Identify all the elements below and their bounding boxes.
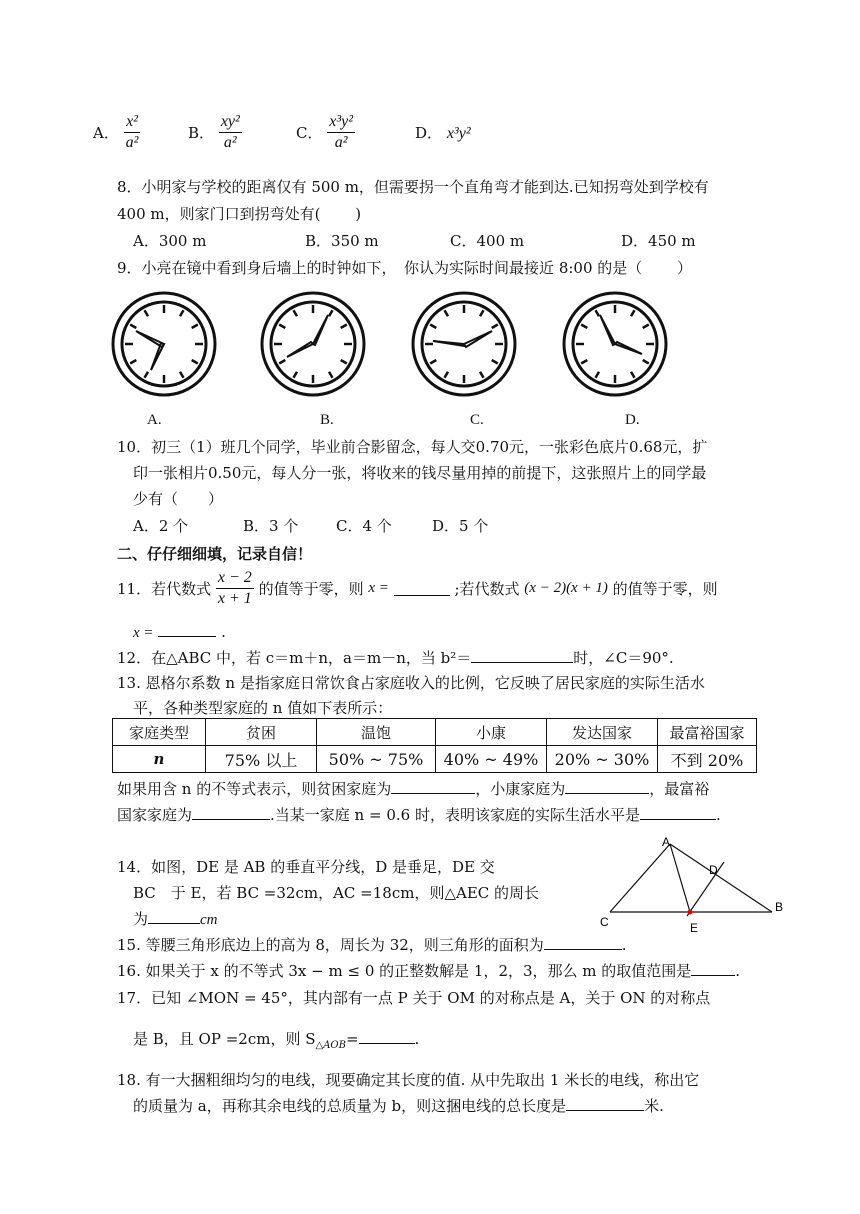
q16-end: . (735, 962, 741, 980)
q12 (117, 647, 674, 668)
label-c: C (600, 915, 609, 929)
q10-option-d: D．5 个 (432, 517, 489, 535)
q11-blank-2 (158, 622, 216, 637)
q16 (117, 960, 740, 981)
q12-text-a: 12．在△ABC 中，若 c＝m＋n，a＝m－n，当 b²＝ (117, 649, 472, 667)
table-row (113, 746, 757, 773)
q11-line-2 (133, 622, 226, 642)
q7-a-den: a² (125, 134, 139, 151)
q17-line2-b: = (345, 1030, 359, 1048)
q7-d-expr: x³y² (446, 125, 471, 142)
q7-option-c-label: C． (296, 124, 323, 142)
table-cell: 小康 (436, 719, 547, 746)
q15-end: . (621, 936, 627, 954)
q11-num: x − 2 (216, 568, 254, 589)
clock-a-label: A. (147, 412, 162, 428)
q17-end: . (414, 1030, 420, 1048)
q13-after1-c: ，最富裕 (649, 780, 710, 798)
segment-ab (670, 844, 772, 912)
q12-text-b: 时，∠C＝90°. (573, 649, 674, 667)
section-2-heading: 二、仔仔细细填，记录自信！ (117, 545, 313, 563)
q7-option-c-fraction (327, 112, 355, 153)
q17-line-1: 17．已知 ∠MON = 45°，其内部有一点 P 关于 OM 的对称点是 A，关于 ON 的对称点 (117, 989, 711, 1007)
q7-b-den: a² (223, 134, 237, 151)
q17-sub: △AOB (315, 1040, 346, 1051)
q13-after-1 (117, 778, 709, 799)
q13-blank-comfort (565, 779, 649, 794)
segment-ac (610, 844, 670, 912)
q14-line-1: 14．如图，DE 是 AB 的垂直平分线，D 是垂足，DE 交 (117, 858, 495, 876)
q14-line3-a: 为 (133, 910, 149, 928)
table-cell: n (113, 746, 206, 773)
q8-option-d: D．450 m (621, 232, 696, 250)
q14-line-2: BC 于 E，若 BC =32cm，AC =18cm，则△AEC 的周长 (133, 884, 540, 902)
q11-expr: (x − 2)(x + 1) (524, 580, 608, 596)
q16-text: 16. 如果关于 x 的不等式 3x − m ≤ 0 的正整数解是 1，2，3，那么 m 的取值范围是 (117, 962, 692, 980)
table-cell: 发达国家 (547, 719, 658, 746)
q7-option-a (93, 112, 140, 153)
q16-blank (691, 961, 735, 976)
q12-blank (471, 648, 573, 663)
label-d: D (709, 863, 718, 877)
q10-line-3: 少有（ ） (133, 490, 224, 508)
triangle-figure (596, 832, 786, 938)
q15 (117, 934, 627, 955)
q15-blank (544, 935, 622, 950)
q17-blank (359, 1029, 415, 1044)
q10-line-1: 10．初三（1）班几个同学，毕业前合影留念，每人交0.70元，一张彩色底片0.68元，扩 (117, 438, 708, 456)
q7-option-b-fraction (219, 112, 242, 153)
label-b: B (775, 900, 784, 914)
q7-option-d-label: D． (415, 124, 443, 142)
q10-option-c: C．4 个 (336, 517, 392, 535)
clock-c-label: C. (470, 412, 484, 428)
q11-x-eq-2: x = (133, 625, 154, 641)
q7-option-d (415, 122, 471, 143)
q11-mid2: ;若代数式 (454, 580, 520, 598)
q13-blank-level (640, 805, 716, 820)
q18-line-2 (133, 1095, 664, 1116)
clock-c-icon (411, 291, 517, 397)
q10-option-b: B．3 个 (243, 517, 299, 535)
q8-line-2: 400 m，则家门口到拐弯处有( ) (117, 205, 362, 223)
table-cell: 家庭类型 (113, 719, 206, 746)
q7-b-num: xy² (219, 112, 242, 133)
label-e: E (690, 921, 699, 935)
q7-option-c (296, 112, 355, 153)
q17-line-2 (133, 1028, 419, 1051)
q13-after2-a: 国家家庭为 (117, 806, 193, 824)
q14-line3-b: cm (200, 912, 218, 928)
q11-x-eq: x = (368, 580, 389, 596)
point-e-marker (688, 910, 693, 915)
table-cell: 50% ~ 75% (317, 746, 436, 773)
q14-line-3 (133, 908, 218, 929)
q7-option-a-label: A． (93, 124, 119, 142)
q13-after-2 (117, 804, 721, 825)
q9-question: 9．小亮在镜中看到身后墙上的时钟如下， 你认为实际时间最接近 8:00 的是（ ） (117, 259, 693, 277)
q11-den: x + 1 (217, 590, 252, 607)
q11-blank-1 (394, 581, 450, 596)
q11-pre: 11．若代数式 (117, 580, 212, 598)
q7-c-den: a² (334, 134, 348, 151)
q8-option-a: A．300 m (133, 232, 207, 250)
q11-fraction (216, 568, 254, 609)
q18-line2-b: 米. (644, 1097, 664, 1115)
table-row (113, 719, 757, 746)
q11-end: . (221, 623, 226, 641)
q10-option-a: A．2 个 (133, 517, 189, 535)
q7-a-num: x² (124, 112, 141, 133)
q13-after1-a: 如果用含 n 的不等式表示，则贫困家庭为 (117, 780, 392, 798)
clock-b-icon (260, 291, 366, 397)
clock-a-icon (111, 291, 217, 397)
table-cell: 75% 以上 (206, 746, 317, 773)
q13-blank-poor (391, 779, 475, 794)
q15-text: 15. 等腰三角形底边上的高为 8，周长为 32，则三角形的面积为 (117, 936, 544, 954)
q13-after2-b: .当某一家庭 n = 0.6 时，表明该家庭的实际生活水平是 (270, 806, 640, 824)
q14-blank (148, 909, 200, 924)
q18-blank (566, 1096, 644, 1111)
q11-mid: 的值等于零，则 (258, 580, 364, 598)
q10-line-2: 印一张相片0.50元，每人分一张，将收来的钱尽量用掉的前提下，这张照片上的同学最 (133, 464, 707, 482)
q13-after1-b: ，小康家庭为 (475, 780, 566, 798)
q8-option-c: C．400 m (450, 232, 525, 250)
table-cell: 贫困 (206, 719, 317, 746)
q8-line-1: 8．小明家与学校的距离仅有 500 m，但需要拐一个直角弯才能到达.已知拐弯处到学校有 (117, 178, 709, 196)
q13-after2-c: . (715, 806, 721, 824)
clock-b-label: B. (320, 412, 334, 428)
q7-c-num: x³y² (327, 112, 355, 133)
clock-d-icon (562, 291, 668, 397)
q8-option-b: B．350 m (305, 232, 379, 250)
label-a: A (662, 835, 671, 849)
q13-blank-rich (192, 805, 270, 820)
q13-line-1: 13. 恩格尔系数 n 是指家庭日常饮食占家庭收入的比例，它反映了居民家庭的实际生活水 (117, 674, 705, 692)
table-cell: 20% ~ 30% (547, 746, 658, 773)
table-cell: 40% ~ 49% (436, 746, 547, 773)
q17-line2-a: 是 B，且 OP =2cm，则 S (133, 1030, 316, 1048)
clock-d-label: D. (625, 412, 640, 428)
q7-option-b-label: B． (188, 124, 215, 142)
table-cell: 最富裕国家 (658, 719, 757, 746)
engel-table (112, 718, 757, 773)
q11-line-1 (117, 568, 718, 609)
segment-ae (670, 844, 690, 912)
q18-line2-a: 的质量为 a，再称其余电线的总质量为 b，则这捆电线的总长度是 (133, 1097, 567, 1115)
q13-line-2: 平，各种类型家庭的 n 值如下表所示： (133, 699, 393, 717)
table-cell: 不到 20% (658, 746, 757, 773)
q18-line-1: 18. 有一大捆粗细均匀的电线，现要确定其长度的值. 从中先取出 1 米长的电线，称出它 (117, 1071, 700, 1089)
segment-de (687, 862, 724, 916)
q11-post: 的值等于零，则 (612, 580, 718, 598)
table-cell: 温饱 (317, 719, 436, 746)
q7-option-a-fraction (124, 112, 141, 153)
q7-option-b (188, 112, 242, 153)
